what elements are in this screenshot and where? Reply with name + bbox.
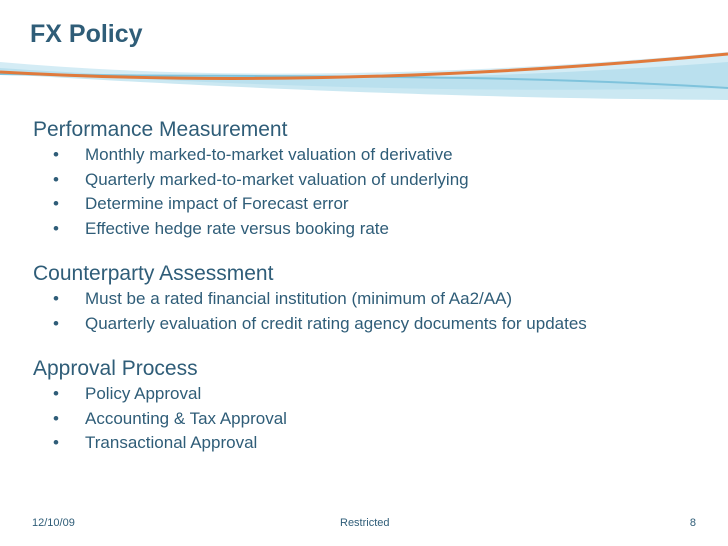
slide-content: [33, 116, 703, 475]
bullet-item: • Accounting & Tax Approval: [33, 407, 703, 432]
bullet-list: [33, 143, 703, 241]
bullet-item: • Quarterly evaluation of credit rating agency documents for updates: [33, 312, 605, 337]
bullet-item: • Determine impact of Forecast error: [33, 192, 703, 217]
section-heading: Performance Measurement: [33, 118, 288, 141]
decorative-swoosh: [0, 48, 728, 108]
bullet-icon: •: [53, 218, 59, 238]
section-heading: Approval Process: [33, 357, 198, 380]
bullet-item: • Must be a rated financial institution (minimum of Aa2/AA): [33, 287, 703, 312]
bullet-icon: •: [53, 145, 59, 164]
slide-title: FX Policy: [30, 20, 143, 48]
bullet-item: • Policy Approval: [33, 382, 703, 407]
bullet-icon: •: [53, 408, 59, 428]
bullet-item: • Effective hedge rate versus booking rate: [33, 217, 703, 242]
bullet-item: • Transactional Approval: [33, 431, 703, 456]
bullet-icon: •: [53, 384, 59, 403]
bullet-icon: •: [53, 433, 59, 452]
bullet-list: [33, 382, 703, 456]
footer-date: 12/10/09: [32, 517, 75, 529]
bullet-list: [33, 287, 703, 336]
bullet-icon: •: [53, 194, 59, 213]
footer-classification: Restricted: [340, 517, 390, 529]
section-counterparty-assessment: [33, 260, 703, 336]
footer-page-number: 8: [689, 517, 696, 529]
bullet-icon: •: [53, 313, 59, 333]
section-heading: Counterparty Assessment: [33, 262, 274, 285]
bullet-icon: •: [53, 169, 59, 189]
section-performance-measurement: [33, 116, 703, 241]
bullet-item: • Monthly marked-to-market valuation of derivative: [33, 143, 703, 168]
bullet-item: • Quarterly marked-to-market valuation of underlying: [33, 168, 703, 193]
bullet-icon: •: [53, 289, 59, 308]
section-approval-process: [33, 355, 703, 456]
